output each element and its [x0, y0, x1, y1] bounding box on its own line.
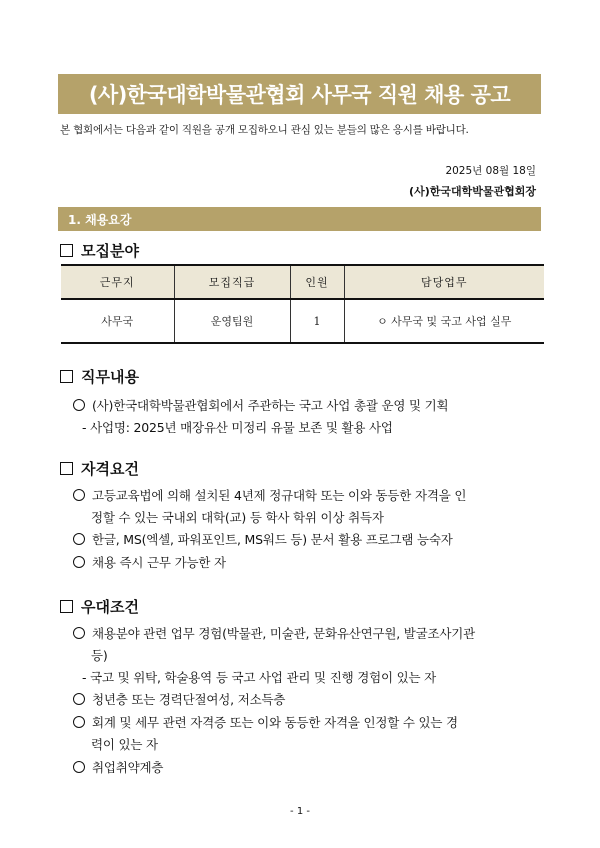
section-title-recruitment: 1. 채용요강 — [58, 207, 541, 231]
recruitment-table — [61, 264, 544, 344]
heading-duties — [60, 366, 139, 387]
list-item: 회계 및 세무 관련 자격증 또는 이와 동등한 자격을 인정할 수 있는 경 — [73, 713, 458, 731]
checkbox-square-icon — [60, 462, 73, 475]
heading-qualifications — [60, 458, 139, 479]
circle-bullet-icon — [73, 533, 85, 545]
circle-bullet-icon — [73, 399, 85, 411]
column-header-duty: 담당업무 — [344, 265, 544, 299]
intro-text: 본 협회에서는 다음과 같이 직원을 공개 모집하오니 관심 있는 분들의 많은 응시를 바랍니다. — [60, 124, 469, 136]
list-item: - 사업명: 2025년 매장유산 미정리 유물 보존 및 활용 사업 — [82, 420, 393, 435]
circle-bullet-icon — [73, 693, 85, 705]
column-header-position: 모집직급 — [174, 265, 290, 299]
list-item-continuation: 정할 수 있는 국내외 대학(교) 등 학사 학위 이상 취득자 — [91, 510, 384, 525]
heading-preferences — [60, 596, 139, 617]
list-item-continuation: 등) — [91, 648, 108, 663]
list-item: 취업취약계층 — [73, 758, 163, 776]
list-item: 청년층 또는 경력단절여성, 저소득층 — [73, 690, 285, 708]
circle-bullet-icon — [73, 716, 85, 728]
list-item: 한글, MS(엑셀, 파워포인트, MS워드 등) 문서 활용 프로그램 능숙자 — [73, 530, 453, 548]
circle-bullet-icon — [73, 556, 85, 568]
checkbox-square-icon — [60, 244, 73, 257]
cell-location: 사무국 — [61, 299, 174, 343]
cell-position: 운영팀원 — [174, 299, 290, 343]
checkbox-square-icon — [60, 600, 73, 613]
list-item: 채용 즉시 근무 가능한 자 — [73, 553, 226, 571]
checkbox-square-icon — [60, 370, 73, 383]
heading-recruit-field-label: 모집분야 — [81, 242, 139, 260]
table-row — [61, 299, 544, 343]
cell-duty: ㅇ 사무국 및 국고 사업 실무 — [344, 299, 544, 343]
list-item: (사)한국대학박물관협회에서 주관하는 국고 사업 총괄 운영 및 기획 — [73, 396, 448, 414]
circle-bullet-icon — [73, 761, 85, 773]
cell-count: 1 — [290, 299, 344, 343]
heading-preferences-label: 우대조건 — [81, 598, 139, 616]
column-header-location: 근무지 — [61, 265, 174, 299]
list-item: 고등교육법에 의해 설치된 4년제 정규대학 또는 이와 동등한 자격을 인 — [73, 486, 466, 504]
circle-bullet-icon — [73, 627, 85, 639]
heading-duties-label: 직무내용 — [81, 368, 139, 386]
document-title: (사)한국대학박물관협회 사무국 직원 채용 공고 — [58, 74, 541, 114]
circle-bullet-icon — [73, 489, 85, 501]
list-item: 채용분야 관련 업무 경험(박물관, 미술관, 문화유산연구원, 발굴조사기관 — [73, 624, 475, 642]
heading-recruit-field — [60, 240, 139, 261]
column-header-count: 인원 — [290, 265, 344, 299]
heading-qualifications-label: 자격요건 — [81, 460, 139, 478]
list-item: - 국고 및 위탁, 학술용역 등 국고 사업 관리 및 진행 경험이 있는 자 — [82, 670, 437, 685]
list-item-continuation: 력이 있는 자 — [91, 737, 158, 752]
organization-signature: (사)한국대학박물관협회장 — [409, 185, 536, 198]
page-number: - 1 - — [290, 806, 310, 817]
announcement-date: 2025년 08월 18일 — [445, 165, 536, 177]
